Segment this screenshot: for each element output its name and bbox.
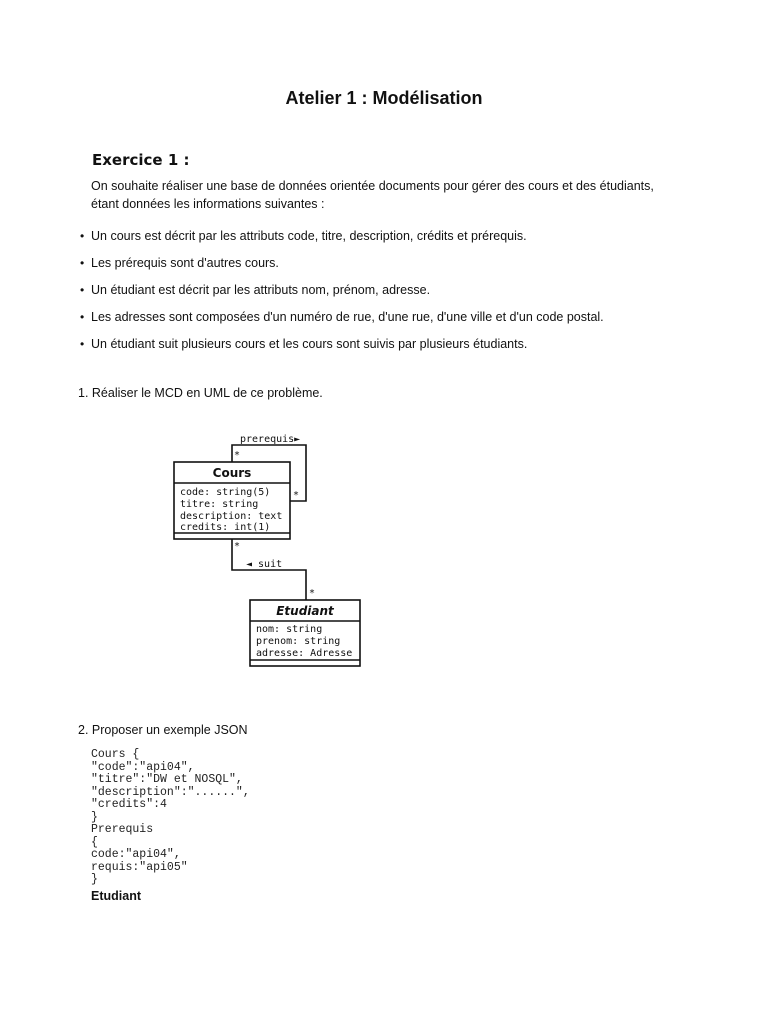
intro-line-2: étant données les informations suivantes : bbox=[91, 197, 325, 211]
list-item-text: Un cours est décrit par les attributs code, titre, description, crédits et prérequis. bbox=[91, 228, 527, 243]
bullet-icon: • bbox=[80, 337, 85, 352]
code-line: requis:"api05" bbox=[91, 860, 188, 874]
list-item-text: Les adresses sont composées d'un numéro de rue, d'une rue, d'une ville et d'un code postal. bbox=[91, 310, 604, 325]
etudiant-attribute: adresse: Adresse bbox=[256, 648, 353, 659]
code-line: code:"api04", bbox=[91, 848, 181, 861]
cours-attribute: credits: int(1) bbox=[180, 522, 271, 533]
requirements-list bbox=[80, 222, 720, 358]
intro-line-1: On souhaite réaliser une base de données orientée documents pour gérer des cours et des étudiants, bbox=[91, 179, 654, 193]
etudiant-attribute: nom: string bbox=[256, 624, 323, 635]
etudiant-attribute: prenom: string bbox=[256, 636, 341, 647]
list-item-text: Les prérequis sont d'autres cours. bbox=[91, 255, 279, 270]
bullet-icon: • bbox=[80, 310, 85, 325]
list-item-text: Un étudiant est décrit par les attributs nom, prénom, adresse. bbox=[91, 282, 431, 297]
list-item bbox=[80, 249, 720, 276]
code-line: Cours { bbox=[91, 748, 140, 761]
code-line: { bbox=[91, 835, 98, 849]
bullet-icon: • bbox=[80, 228, 85, 243]
list-item bbox=[80, 331, 720, 358]
list-item bbox=[80, 304, 720, 331]
code-line: Prerequis bbox=[91, 823, 154, 836]
page-title: Atelier 1 : Modélisation bbox=[285, 88, 483, 108]
list-item-text: Un étudiant suit plusieurs cours et les cours sont suivis par plusieurs étudiants. bbox=[91, 337, 528, 352]
etudiant-class-name: Etudiant bbox=[276, 604, 334, 618]
bullet-icon: • bbox=[80, 255, 85, 270]
question-2: 2. Proposer un exemple JSON bbox=[78, 723, 248, 737]
list-item bbox=[80, 276, 720, 303]
etudiant-section-label: Etudiant bbox=[91, 889, 141, 903]
suit-label: ◄ suit bbox=[246, 559, 283, 570]
code-line: "credits":4 bbox=[91, 798, 167, 811]
cours-attribute: titre: string bbox=[180, 499, 259, 510]
prerequis-label: prerequis► bbox=[240, 434, 301, 445]
cours-attribute: description: text bbox=[180, 511, 283, 522]
exercise-intro bbox=[91, 177, 691, 213]
bullet-icon: • bbox=[80, 282, 85, 297]
multiplicity-label: * bbox=[309, 588, 316, 599]
uml-class-diagram bbox=[160, 425, 370, 670]
exercise-heading: Exercice 1 : bbox=[92, 151, 190, 169]
cours-class-name: Cours bbox=[212, 466, 252, 480]
code-line: "titre":"DW et NOSQL", bbox=[91, 773, 243, 786]
code-line: "code":"api04", bbox=[91, 760, 195, 774]
question-1: 1. Réaliser le MCD en UML de ce problème. bbox=[78, 386, 323, 400]
code-line: "description":"......", bbox=[91, 785, 250, 799]
multiplicity-label: * bbox=[293, 490, 300, 501]
multiplicity-label: * bbox=[234, 541, 241, 552]
code-line: } bbox=[91, 810, 98, 824]
list-item bbox=[80, 222, 720, 249]
multiplicity-label: * bbox=[234, 450, 241, 461]
cours-attribute: code: string(5) bbox=[180, 487, 271, 498]
json-example bbox=[91, 749, 250, 887]
code-line: } bbox=[91, 873, 98, 886]
